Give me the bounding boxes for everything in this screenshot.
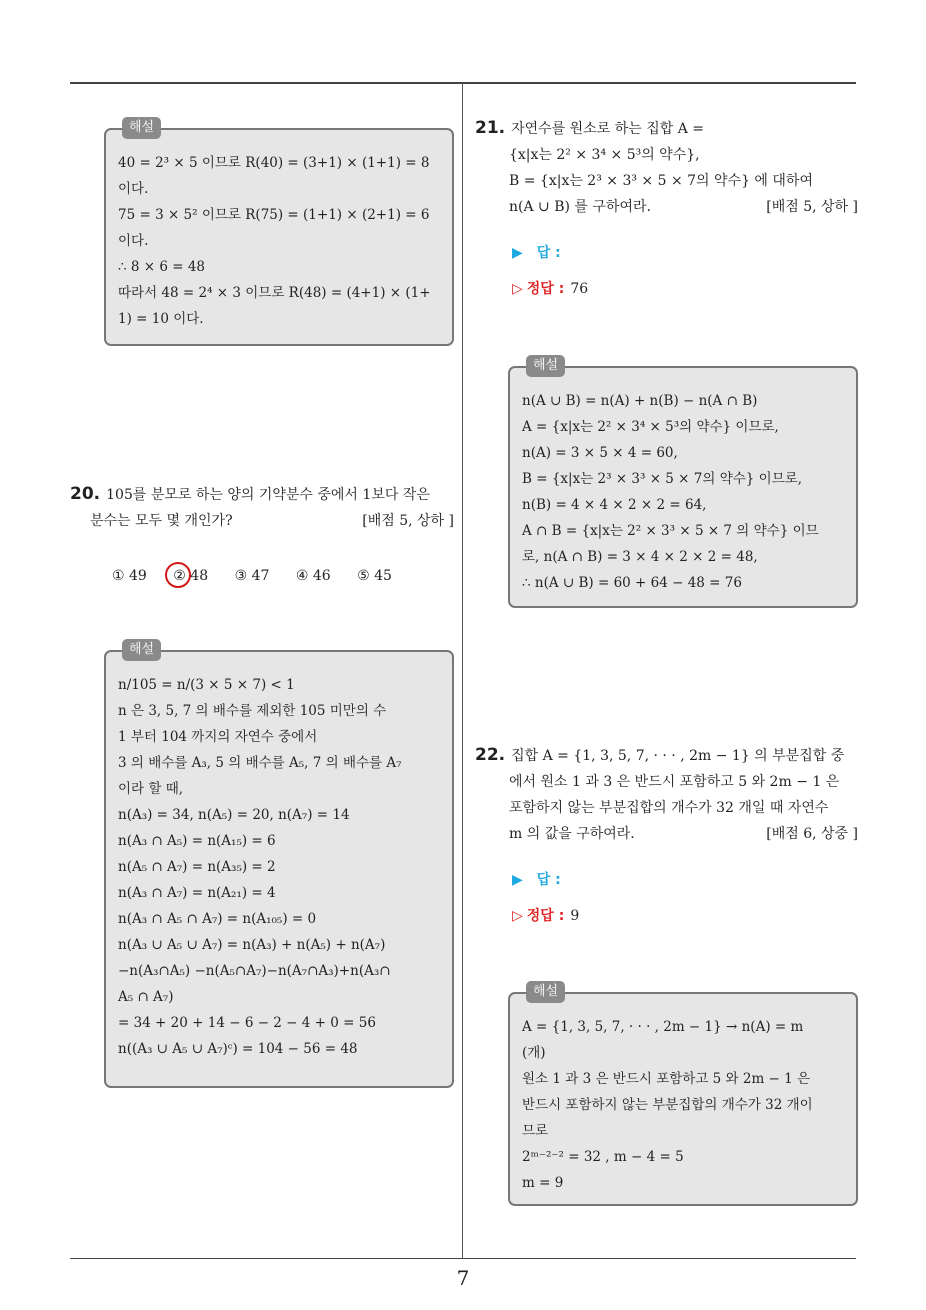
solution-line: A₅ ∩ A₇) bbox=[118, 989, 174, 1005]
bottom-rule bbox=[70, 1258, 856, 1259]
solution-line: n(A₃ ∪ A₅ ∪ A₇) = n(A₃) + n(A₅) + n(A₇) bbox=[118, 937, 386, 953]
question-text: 포함하지 않는 부분집합의 개수가 32 개일 때 자연수 bbox=[509, 800, 829, 816]
solution-line: n 은 3, 5, 7 의 배수를 제외한 105 미만의 수 bbox=[118, 703, 387, 719]
points-label: [배점 5, 상하 ] bbox=[766, 199, 858, 215]
correct-label: 정답 : bbox=[526, 281, 565, 297]
solution-tag: 해설 bbox=[122, 639, 161, 661]
answer-label: 답 : bbox=[536, 872, 561, 888]
solution-line: 1) = 10 이다. bbox=[118, 311, 204, 327]
top-rule bbox=[70, 82, 856, 84]
solution-line: 따라서 48 = 2⁴ × 3 이므로 R(48) = (4+1) × (1+ bbox=[118, 285, 431, 301]
choice-5[interactable]: ⑤ 45 bbox=[357, 568, 392, 584]
solution-line: n(A) = 3 × 5 × 4 = 60, bbox=[522, 445, 678, 461]
question-number: 22. bbox=[475, 745, 506, 765]
solution-tag: 해설 bbox=[122, 117, 161, 139]
solution-line: 이라 할 때, bbox=[118, 781, 184, 797]
solution-box-19 bbox=[104, 120, 454, 346]
solution-line: ∴ n(A ∪ B) = 60 + 64 − 48 = 76 bbox=[522, 575, 742, 591]
play-triangle-icon: ▶ bbox=[512, 245, 523, 261]
answer-row-21 bbox=[512, 242, 561, 262]
question-text: 에서 원소 1 과 3 은 반드시 포함하고 5 와 2m − 1 은 bbox=[509, 774, 840, 790]
solution-line: 로, n(A ∩ B) = 3 × 4 × 2 × 2 = 48, bbox=[522, 549, 758, 565]
page-number: 7 bbox=[456, 1266, 470, 1290]
choice-1[interactable]: ① 49 bbox=[112, 568, 147, 584]
solution-line: n/105 = n/(3 × 5 × 7) < 1 bbox=[118, 677, 295, 693]
column-divider bbox=[462, 83, 463, 1258]
question-text: 분수는 모두 몇 개인가? bbox=[90, 513, 233, 529]
question-text: {x|x는 2² × 3⁴ × 5³의 약수}, bbox=[509, 147, 700, 163]
solution-line: 므로 bbox=[522, 1123, 549, 1139]
solution-line: 반드시 포함하지 않는 부분집합의 개수가 32 개이 bbox=[522, 1097, 813, 1113]
solution-line: 1 부터 104 까지의 자연수 중에서 bbox=[118, 729, 318, 745]
solution-line: 이다. bbox=[118, 233, 149, 249]
solution-line: n(A₃) = 34, n(A₅) = 20, n(A₇) = 14 bbox=[118, 807, 350, 823]
solution-box-21 bbox=[508, 358, 858, 608]
solution-line: A = {x|x는 2² × 3⁴ × 5³의 약수} 이므로, bbox=[522, 419, 779, 435]
solution-line: B = {x|x는 2³ × 3³ × 5 × 7의 약수} 이므로, bbox=[522, 471, 803, 487]
question-21 bbox=[475, 115, 858, 220]
question-text: 105를 분모로 하는 양의 기약분수 중에서 1보다 작은 bbox=[106, 487, 430, 503]
question-number: 20. bbox=[70, 484, 101, 504]
solution-box-22 bbox=[508, 984, 858, 1206]
question-text: 집합 A = {1, 3, 5, 7, · · · , 2m − 1} 의 부분집합 중 bbox=[511, 748, 845, 764]
selected-circle-mark bbox=[165, 562, 191, 588]
hollow-triangle-icon: ▷ bbox=[512, 908, 523, 924]
choices-20 bbox=[112, 568, 414, 584]
answer-row-22 bbox=[512, 869, 561, 889]
solution-line: 40 = 2³ × 5 이므로 R(40) = (3+1) × (1+1) = 8 bbox=[118, 155, 430, 171]
solution-line: A = {1, 3, 5, 7, · · · , 2m − 1} → n(A) = m bbox=[522, 1019, 804, 1035]
solution-line: n(B) = 4 × 4 × 2 × 2 = 64, bbox=[522, 497, 707, 513]
correct-label: 정답 : bbox=[526, 908, 565, 924]
solution-line: n((A₃ ∪ A₅ ∪ A₇)ᶜ) = 104 − 56 = 48 bbox=[118, 1041, 358, 1057]
solution-line: A ∩ B = {x|x는 2² × 3³ × 5 × 7 의 약수} 이므 bbox=[522, 523, 819, 539]
solution-line: 3 의 배수를 A₃, 5 의 배수를 A₅, 7 의 배수를 A₇ bbox=[118, 755, 402, 771]
solution-line: n(A ∪ B) = n(A) + n(B) − n(A ∩ B) bbox=[522, 393, 758, 409]
question-number: 21. bbox=[475, 118, 506, 138]
correct-value: 9 bbox=[570, 908, 580, 924]
correct-value: 76 bbox=[570, 281, 589, 297]
correct-row-22 bbox=[512, 905, 579, 925]
solution-line: (개) bbox=[522, 1045, 546, 1061]
solution-box-20 bbox=[104, 642, 454, 1088]
question-20 bbox=[70, 481, 454, 534]
question-text: 자연수를 원소로 하는 집합 A = bbox=[511, 121, 704, 137]
solution-line: ∴ 8 × 6 = 48 bbox=[118, 259, 206, 275]
correct-row-21 bbox=[512, 278, 588, 298]
points-label: [배점 6, 상중 ] bbox=[766, 826, 858, 842]
answer-label: 답 : bbox=[536, 245, 561, 261]
solution-tag: 해설 bbox=[526, 981, 565, 1003]
choice-2[interactable] bbox=[173, 568, 208, 584]
play-triangle-icon: ▶ bbox=[512, 872, 523, 888]
solution-line: 이다. bbox=[118, 181, 149, 197]
solution-line: n(A₃ ∩ A₅ ∩ A₇) = n(A₁₀₅) = 0 bbox=[118, 911, 317, 927]
solution-line: 75 = 3 × 5² 이므로 R(75) = (1+1) × (2+1) = 6 bbox=[118, 207, 430, 223]
question-text: m 의 값을 구하여라. bbox=[509, 826, 635, 842]
solution-line: m = 9 bbox=[522, 1175, 564, 1191]
solution-line: 원소 1 과 3 은 반드시 포함하고 5 와 2m − 1 은 bbox=[522, 1071, 811, 1087]
solution-line: n(A₅ ∩ A₇) = n(A₃₅) = 2 bbox=[118, 859, 276, 875]
hollow-triangle-icon: ▷ bbox=[512, 281, 523, 297]
question-22 bbox=[475, 742, 858, 847]
choice-4[interactable]: ④ 46 bbox=[295, 568, 331, 584]
question-text: B = {x|x는 2³ × 3³ × 5 × 7의 약수} 에 대하여 bbox=[509, 173, 813, 189]
solution-line: n(A₃ ∩ A₅) = n(A₁₅) = 6 bbox=[118, 833, 276, 849]
solution-line: n(A₃ ∩ A₇) = n(A₂₁) = 4 bbox=[118, 885, 276, 901]
choice-3[interactable]: ③ 47 bbox=[234, 568, 270, 584]
solution-line: = 34 + 20 + 14 − 6 − 2 − 4 + 0 = 56 bbox=[118, 1015, 376, 1031]
points-label: [배점 5, 상하 ] bbox=[362, 513, 454, 529]
question-text: n(A ∪ B) 를 구하여라. bbox=[509, 199, 651, 215]
choice-2-label: ② 48 bbox=[173, 568, 209, 584]
solution-tag: 해설 bbox=[526, 355, 565, 377]
solution-line: 2ᵐ⁻²⁻² = 32 , m − 4 = 5 bbox=[522, 1149, 684, 1165]
solution-line: −n(A₃∩A₅) −n(A₅∩A₇)−n(A₇∩A₃)+n(A₃∩ bbox=[118, 963, 391, 979]
